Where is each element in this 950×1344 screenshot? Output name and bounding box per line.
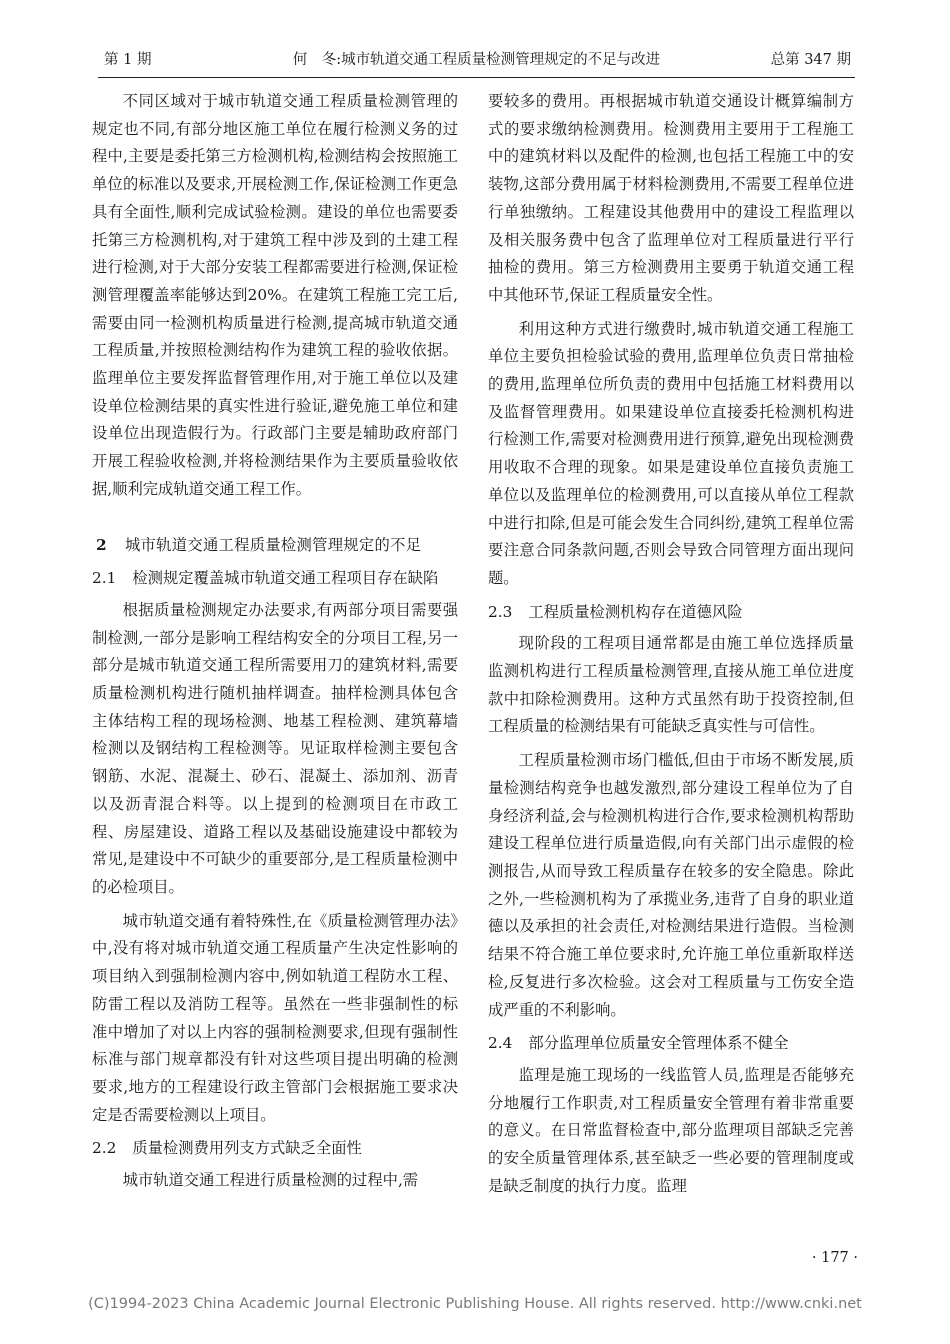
section-heading-2 — [92, 532, 458, 560]
paragraph: 监理是施工现场的一线监管人员,监理是否能够充分地履行工作职责,对工程质量安全管理有着非常重要的意义。在日常监督检查中,部分监理项目部缺乏完善的安全质量管理体系,甚至缺乏一些必要的管理制度或是缺乏制度的执行力度。监理 — [488, 1065, 854, 1195]
total-issue-number: 总第 347 期 — [770, 52, 851, 68]
left-column — [92, 88, 458, 1201]
paragraph: 城市轨道交通有着特殊性,在《质量检测管理办法》中,没有将对城市轨道交通工程质量产生决定性影响的项目纳入到强制检测内容中,例如轨道工程防水工程、防雷工程以及消防工程等。虽然在一些非强制性的标准中增加了对以上内容的强制检测要求,但现有强制性标准与部门规章都没有针对这些项目提出明确的检测要求,地方的工程建设行政主管部门会根据施工要求决定是否需要检测以上项目。 — [92, 911, 458, 1124]
subsection-number: 2.3 — [488, 602, 513, 621]
subsection-number: 2.2 — [92, 1139, 117, 1158]
page-number: · 177 · — [811, 1250, 858, 1266]
paragraph-continued: 要较多的费用。再根据城市轨道交通设计概算编制方式的要求缴纳检测费用。检测费用主要用于工程施工中的建筑材料以及配件的检测,也包括工程施工中的安装物,这部分费用属于材料检测费用,不需要工程单位进行单独缴纳。工程建设其他费用中的建设工程监理以及相关服务费中包含了监理单位对工程质量进行平行抽检的费用。第三方检测费用主要勇于轨道交通工程中其他环节,保证工程质量安全性。 — [488, 92, 854, 304]
paragraph: 工程质量检测市场门槛低,但由于市场不断发展,质量检测结构竞争也越发激烈,部分建设工程单位为了自身经济利益,会与检测机构进行合作,要求检测机构帮助建设工程单位进行质量造假,向有关部门出示虚假的检测报告,从而导致工程质量存在较多的安全隐患。除此之外,一些检测机构为了承揽业务,违背了自身的职业道德以及承担的社会责任,对检测结果进行造假。当检测结果不符合施工单位要求时,允许施工单位重新取样送检,反复进行多次检验。这会对工程质量与工伤安全造成严重的不利影响。 — [488, 751, 854, 1019]
paragraph: 现阶段的工程项目通常都是由施工单位选择质量监测机构进行工程质量检测管理,直接从施工单位进度款中扣除检测费用。这种方式虽然有助于投资控制,但工程质量的检测结果有可能缺乏真实性与可信性。 — [488, 634, 854, 736]
subsection-number: 2.1 — [92, 569, 117, 588]
article-running-title: 何 冬:城市轨道交通工程质量检测管理规定的不足与改进 — [292, 52, 661, 68]
issue-number: 第 1 期 — [104, 52, 152, 68]
subsection-heading-2-4 — [488, 1030, 854, 1058]
subsection-title: 部分监理单位质量安全管理体系不健全 — [528, 1034, 789, 1053]
paragraph: 城市轨道交通工程进行质量检测的过程中,需 — [122, 1171, 419, 1190]
subsection-title: 工程质量检测机构存在道德风险 — [528, 602, 743, 621]
subsection-number: 2.4 — [488, 1034, 513, 1053]
paragraph: 根据质量检测规定办法要求,有两部分项目需要强制检测,一部分是影响工程结构安全的分项目工程,另一部分是城市轨道交通工程所需要用刀的建筑材料,需要质量检测机构进行随机抽样调查。抽样检测具体包含主体结构工程的现场检测、地基工程检测、建筑幕墙检测以及钢结构工程检测等。见证取样检测主要包含钢筋、水泥、混凝土、砂石、混凝土、添加剂、沥青以及沥青混合料等。以上提到的检测项目在市政工程、房屋建设、道路工程以及基础设施建设中都较为常见,是建设中不可缺少的重要部分,是工程质量检测中的必检项目。 — [92, 600, 458, 896]
subsection-heading-2-2 — [92, 1135, 458, 1163]
running-header — [98, 48, 855, 76]
subsection-heading-2-3 — [488, 599, 854, 627]
paragraph: 不同区域对于城市轨道交通工程质量检测管理的规定也不同,有部分地区施工单位在履行检测义务的过程中,主要是委托第三方检测机构,检测结构会按照施工单位的标准以及要求,开展检测工作,保证检测工作更急具有全面性,顺利完成试验检测。建设的单位也需要委托第三方检测机构,对于建筑工程中涉及到的土建工程进行检测,对于大部分安装工程都需要进行检测,保证检测管理覆盖率能够达到20%。在建筑工程施工完工后,需要由同一检测机构质量进行检测,提高城市轨道交通工程质量,并按照检测结构作为建筑工程的验收依据。监理单位主要发挥监督管理作用,对于施工单位以及建设单位检测结果的真实性进行验证,避免施工单位和建设单位出现造假行为。行政部门主要是辅助政府部门开展工程验收检测,并将检测结果作为主要质量验收依据,顺利完成轨道交通工程工作。 — [92, 92, 458, 498]
header-rule — [98, 77, 855, 78]
section-number: 2 — [96, 535, 107, 554]
subsection-title: 检测规定覆盖城市轨道交通工程项目存在缺陷 — [132, 569, 439, 588]
paragraph: 利用这种方式进行缴费时,城市轨道交通工程施工单位主要负担检验试验的费用,监理单位负责日常抽检的费用,监理单位所负责的费用中包括施工材料费用以及监督管理费用。如果建设单位直接委托检测机构进行检测工作,需要对检测费用进行预算,避免出现检测费用收取不合理的现象。如果是建设单位直接负责施工单位以及监理单位的检测费用,可以直接从单位工程款中进行扣除,但是可能会发生合同纠纷,建筑工程单位需要注意合同条款问题,否则会导致合同管理方面出现问题。 — [488, 319, 854, 587]
subsection-title: 质量检测费用列支方式缺乏全面性 — [132, 1139, 362, 1158]
right-column — [488, 88, 854, 1206]
section-title: 城市轨道交通工程质量检测管理规定的不足 — [124, 535, 422, 554]
subsection-heading-2-1 — [92, 565, 458, 593]
copyright-footer: (C)1994-2023 China Academic Journal Electronic Publishing House. All rights reserved. http://www.cnki.net — [88, 1296, 862, 1312]
